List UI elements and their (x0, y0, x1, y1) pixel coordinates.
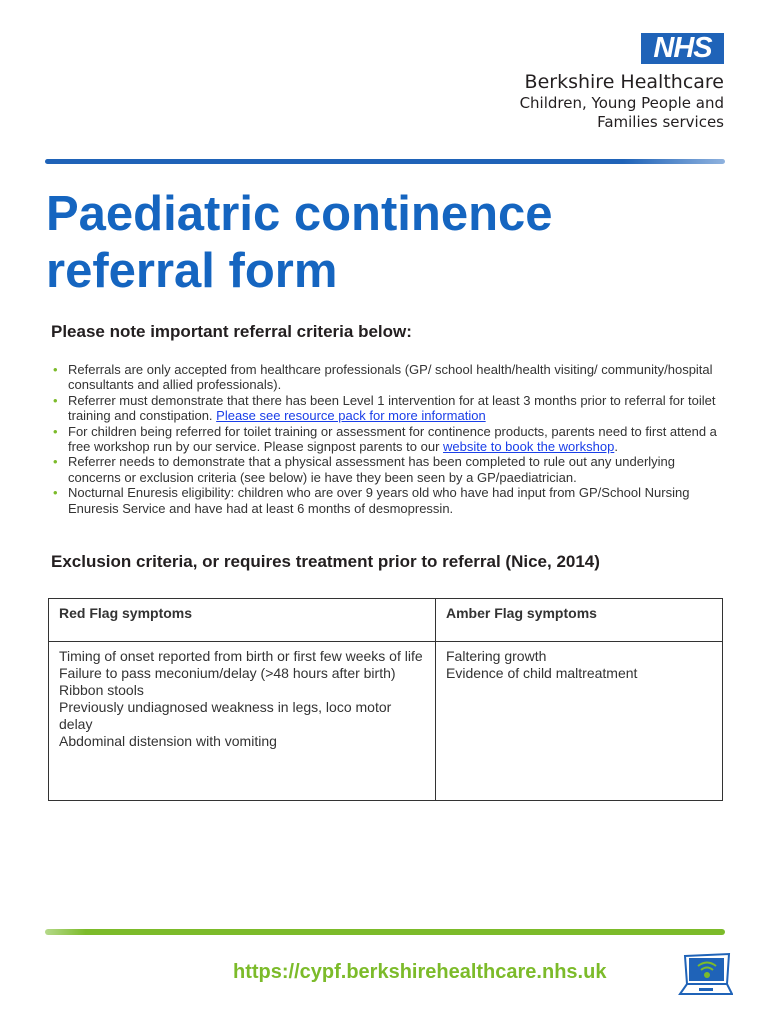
bullet-icon: • (53, 362, 58, 377)
service-line-1: Children, Young People and (519, 94, 724, 112)
bullet-icon: • (53, 392, 58, 408)
amber-flag-item: Faltering growth (446, 648, 547, 664)
bullet-icon: • (53, 423, 58, 439)
workshop-link[interactable]: website to book the workshop (443, 439, 615, 455)
blue-divider (45, 159, 725, 164)
criteria-heading: Please note important referral criteria below: (51, 322, 412, 341)
list-item (51, 454, 731, 485)
organisation-name (520, 70, 724, 132)
org-name: Berkshire Healthcare (524, 71, 724, 93)
exclusion-heading: Exclusion criteria, or requires treatment prior to referral (Nice, 2014) (51, 552, 600, 571)
red-flag-item: Abdominal distension with vomiting (59, 733, 277, 749)
item-text: Referrals are only accepted from healthcare professionals (GP/ school health/health visiting/ community/hospital consultants and allied professionals). (68, 362, 713, 393)
red-flag-item: Failure to pass meconium/delay (>48 hours after birth) (59, 665, 396, 681)
list-item (51, 393, 731, 424)
flag-symptoms-table (48, 598, 723, 801)
title-line-1: Paediatric continence (46, 187, 553, 241)
bullet-icon: • (53, 485, 58, 501)
red-flag-header: Red Flag symptoms (49, 599, 436, 642)
red-flag-cell (49, 642, 436, 801)
resource-pack-link[interactable]: Please see resource pack for more information (216, 408, 486, 424)
bullet-icon: • (53, 454, 58, 470)
list-item (51, 362, 731, 393)
green-divider (45, 929, 725, 935)
amber-flag-cell (436, 642, 723, 801)
red-flag-item: Ribbon stools (59, 682, 144, 698)
title-line-2: referral form (46, 244, 338, 298)
nhs-logo: NHS (641, 33, 724, 64)
page-title (46, 186, 553, 300)
red-flag-item: Previously undiagnosed weakness in legs, loco motor delay (59, 699, 392, 732)
list-item (51, 485, 731, 516)
item-text: . (614, 439, 618, 455)
website-url[interactable]: https://cypf.berkshirehealthcare.nhs.uk (233, 961, 607, 983)
service-line-2: Families services (597, 113, 724, 131)
item-text: For children being referred for toilet training or assessment for continence products, parents need to first attend a free workshop run by our service. Please signpost parents to our (68, 423, 717, 455)
item-text: Referrer needs to demonstrate that a physical assessment has been completed to rule out any underlying concerns or exclusion criteria (see below) ie have they been seen by a GP/paediatrician. (68, 454, 676, 485)
criteria-list (51, 362, 731, 516)
item-text: Nocturnal Enuresis eligibility: children who are over 9 years old who have had input from GP/School Nursing Enuresis Service and have had at least 6 months of desmopressin. (68, 485, 690, 516)
amber-flag-header: Amber Flag symptoms (436, 599, 723, 642)
item-text: Referrer must demonstrate that there has been Level 1 intervention for at least 3 months prior to referral for toilet training and constipation. (68, 392, 716, 424)
red-flag-item: Timing of onset reported from birth or first few weeks of life (59, 648, 423, 664)
list-item (51, 424, 731, 455)
amber-flag-item: Evidence of child maltreatment (446, 665, 638, 681)
laptop-wifi-icon (677, 952, 733, 998)
